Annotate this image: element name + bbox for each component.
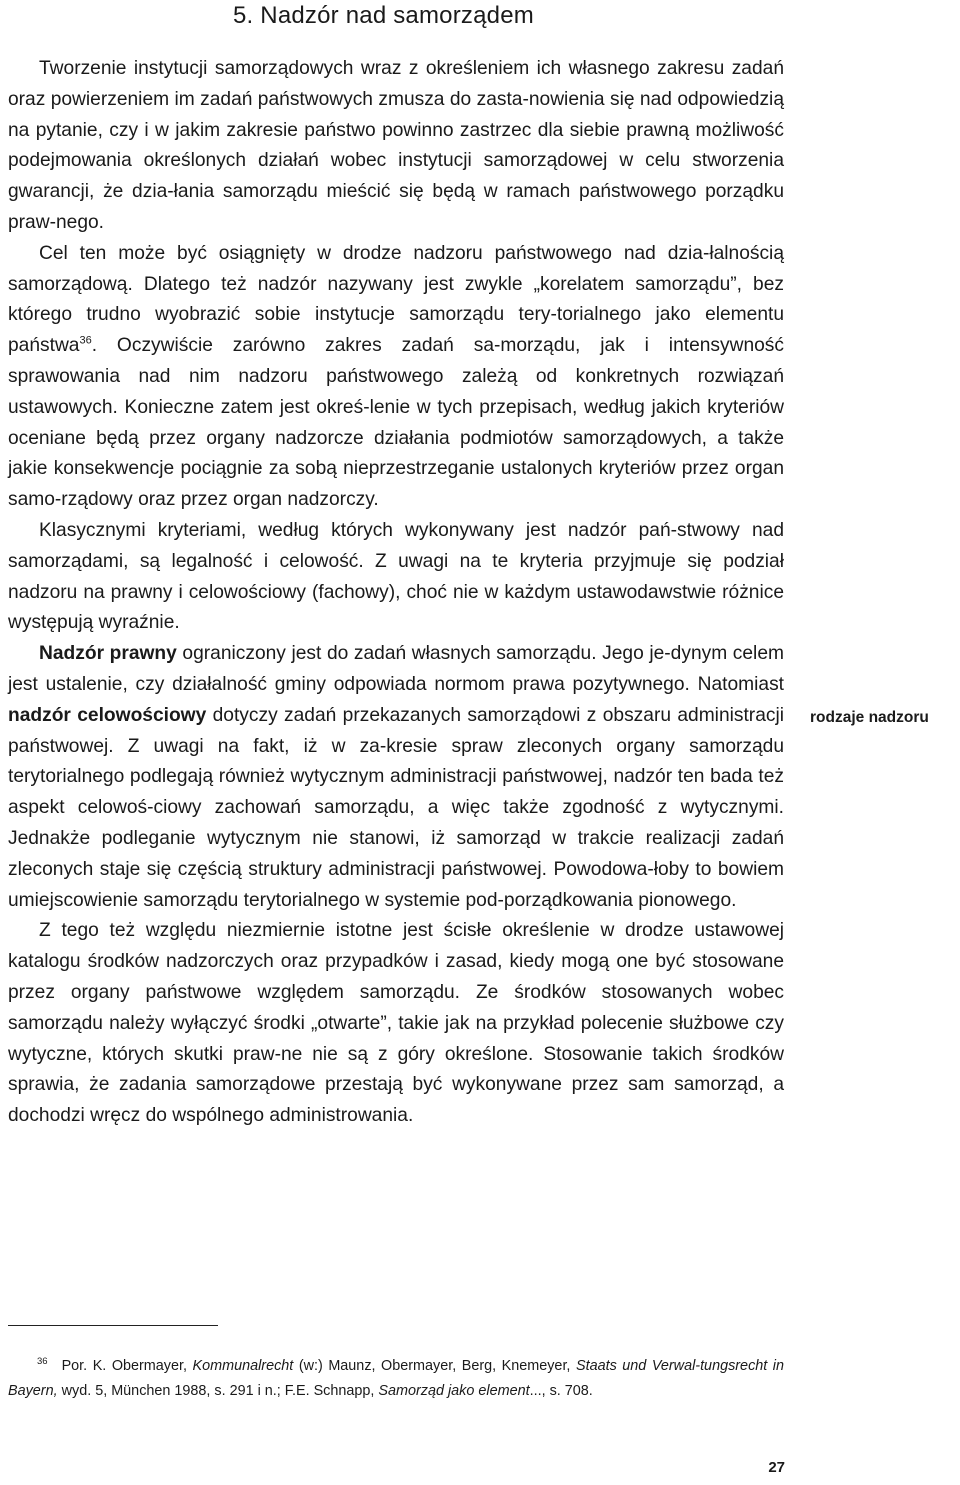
margin-note: rodzaje nadzoru bbox=[810, 709, 929, 726]
footnote-italic: Samorząd jako element bbox=[378, 1383, 530, 1399]
paragraph-text: ograniczony jest do zadań własnych samorządu. Jego je-dynym celem jest ustalenie, czy działalność gminy odpowiada normom prawa pozytywnego. Natomiast bbox=[8, 643, 784, 695]
paragraph bbox=[8, 239, 784, 516]
footnote-text: wyd. 5, München 1988, s. 291 i n.; F.E. Schnapp, bbox=[57, 1383, 379, 1399]
paragraph: Z tego też względu niezmiernie istotne jest ścisłe określenie w drodze ustawowej katalogu środków nadzorczych oraz przypadków i zasad, kiedy mogą one być stosowane przez organy państwowe względem samorządu. Ze środków stosowanych wobec samorządu należy wyłączyć środki „otwarte”, takie jak na przykład polecenie służbowe czy wytyczne, których skutki praw-ne nie są z góry określone. Stosowanie takich środków sprawia, że zadania samorządowe przestają być wykonywane przez sam samorząd, a dochodzi wręcz do wspólnego administrowania. bbox=[8, 920, 784, 1127]
footnote-text: (w:) Maunz, Obermayer, Berg, Knemeyer, bbox=[293, 1358, 576, 1374]
paragraph-text: Cel ten może być osiągnięty w drodze nadzoru państwowego nad dzia-łalnością samorządową. Dlatego też nadzór nazywany jest zwykle „korelatem samorządu”, bez którego trudno wyobrazić sobie instytucje samorządu tery-torialnego jako elementu państwa bbox=[8, 242, 784, 357]
footnote-reference[interactable]: 36 bbox=[79, 334, 92, 347]
body-text bbox=[8, 54, 784, 1132]
paragraph-text: . Oczywiście zarówno zakres zadań sa-morządu, jak i intensywność sprawowania nad nim nadzoru państwowego zależą od konkretnych rozwiązań ustawowych. Konieczne zatem jest okreś-lenie w tych przepisach, według jakich kryteriów oceniane będą przez organy nadzorcze działania podmiotów samorządowych, a także jakie konsekwencje pociągnie za sobą nieprzestrzeganie ustalonych kryteriów przez organ samo-rządowy oraz przez organ nadzorczy. bbox=[8, 335, 784, 511]
footnote-divider bbox=[8, 1325, 218, 1326]
page-number: 27 bbox=[768, 1459, 785, 1476]
paragraph bbox=[8, 639, 784, 916]
footnote-italic: Kommunalrecht bbox=[192, 1358, 294, 1374]
section-heading: 5. Nadzór nad samorządem bbox=[233, 2, 534, 29]
footnote-text: Por. K. Obermayer, bbox=[61, 1358, 193, 1374]
paragraph: Klasycznymi kryteriami, według których wykonywany jest nadzór pań-stwowy nad samorządami, są legalność i celowość. Z uwagi na te kryteria przyjmuje się podział nadzoru na prawny i celowościowy (fachowy), choć nie w każdym ustawodawstwie różnice występują wyraźnie. bbox=[8, 519, 784, 634]
footnote-italic: Staats und Verwal-tungsrecht in Bayern, bbox=[8, 1358, 784, 1399]
paragraph-text: dotyczy zadań przekazanych samorządowi z obszaru administracji państwowej. Z uwagi na fakt, iż w za-kresie spraw zleconych organy samorządu terytorialnego podlegają również wytycznym administracji państwowej, nadzór ten bada też aspekt celowoś-ciowy zachowań samorządu, a więc także zgodność z wytycznymi. Jednakże podleganie wytycznym nie stanowi, iż samorząd w trakcie realizacji zadań zleconych staje się częścią struktury administracji państwowej. Powodowa-łoby to bowiem umiejscowienie samorządu terytorialnego w systemie pod-porządkowania pionowego. bbox=[8, 704, 784, 911]
bold-term: Nadzór prawny bbox=[39, 643, 177, 665]
footnote bbox=[8, 1354, 784, 1404]
paragraph: Tworzenie instytucji samorządowych wraz z określeniem ich własnego zakresu zadań oraz powierzeniem im zadań państwowych zmusza do zasta-nowienia się nad odpowiedzią na pytanie, czy i w jakim zakresie państwo powinno zastrzec dla siebie prawną możliwość podejmowania określonych działań wobec instytucji samorządowej w celu stworzenia gwarancji, że dzia-łania samorządu mieścić się będą w ramach państwowego porządku praw-nego. bbox=[8, 58, 784, 233]
footnote-number: 36 bbox=[37, 1356, 48, 1368]
footnote-text: ..., s. 708. bbox=[529, 1383, 593, 1399]
bold-term: nadzór celowościowy bbox=[8, 704, 207, 726]
